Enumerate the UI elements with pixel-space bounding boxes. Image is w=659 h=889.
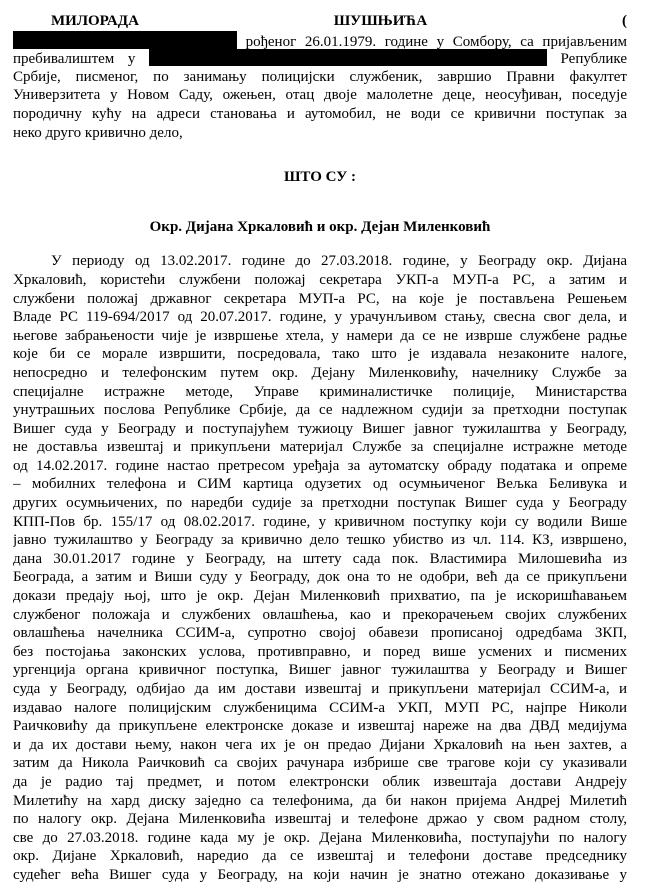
text-run: Универзитета у Новом Саду, ожењен, отац двоје малолетне деце, неосуђиван, поседује <box>13 87 627 104</box>
intro-line <box>13 105 627 124</box>
body-line: затим да Никола Раичковић са својих рачунара избрише све трагове који су указивали <box>13 755 627 772</box>
body-line: других осумњичених, по наредби судије за претходни поступак Вишег суда у Београду <box>13 495 627 512</box>
body-line: судећег већа Вишег суда у Београду, на који начин је знатно отежано доказивање у <box>13 866 627 883</box>
body-line: не доставља извештај и прикупљени материјал Службе за специјалне истражне методе <box>13 439 627 456</box>
redaction-box <box>13 31 237 49</box>
body-line: да је радио тај предмет, и потом електронски облик извештаја достави Андреју <box>13 773 627 790</box>
text-run: рођеног 26.01.1979. године у Сомбору, са пријављеним <box>237 33 627 50</box>
body-line: Милетићу на хард диску заједно са телефонима, да би након пријема Андреј Милетић <box>13 792 627 809</box>
body-line: по налогу окр. Дејана Миленковића извештај и телефоне држао у свом радном столу, <box>13 811 627 828</box>
body-line: Вишег суда у Београду и поступајућем тужиоцу Вишег јавног тужилаштва у Београду, <box>13 420 627 437</box>
body-line: специјалне истражне методе, Управе криминалистичке полиције, Министарства <box>13 383 627 400</box>
body-line: овлашћења начелника ССИМ-а, супротно својој обавези прописаној одредбама ЗКП, <box>13 625 627 642</box>
body-line: јавно тужилаштво у Београду за кривично дело тешко убиство из чл. 114. КЗ, извршено, <box>13 532 627 549</box>
body-line: од 14.02.2017. године настао претресом уређаја за аутоматску обраду података и опреме <box>13 457 627 474</box>
text-run: неко друго кривично дело, <box>13 124 183 141</box>
intro-line <box>13 31 627 50</box>
defendants-heading: Окр. Дијана Хркаловић и окр. Дејан Миленковић <box>149 218 491 235</box>
body-line: све до 27.03.2018. године када му је окр. Дејана Миленковића, поступајући по налогу <box>13 829 627 846</box>
redaction-box <box>149 49 547 66</box>
body-line: унутрашњих послова Републике Србије, да се надлежном судији за претходни поступак <box>13 402 627 419</box>
body-paragraph <box>13 252 627 884</box>
body-line: издавао налоге полицијским службеницима ССИМ-а УКП, МУП РС, најпре Николи <box>13 699 627 716</box>
body-line: службени положај државног секретара МУП-а РС, на које је постављена Решењем <box>13 290 627 307</box>
body-line: Раичковићу да прикупљене електронске доказе и извештај нареже на два ДВД медијума <box>13 718 627 735</box>
text-run: породичну кућу на адреси становања и аутомобил, не води се кривични поступак за <box>13 105 627 122</box>
body-line: и да их достави њему, након чега их је он предао Дијани Хркаловић на њен захтев, а <box>13 736 627 753</box>
intro-line <box>13 124 627 143</box>
intro-paragraph <box>13 12 627 142</box>
body-line: непосредно и телефонским путем окр. Дејану Миленковићу, начелнику Службе за <box>13 364 627 381</box>
body-line: без постојања законских услова, противправно, и поред више усмених и писмених <box>13 643 627 660</box>
body-line: докази предају њој, што је окр. Дејан Миленковић прихватио, па је искоришћавањем <box>13 588 627 605</box>
body-line: У периоду од 13.02.2017. године до 27.03.2018. године, у Београду окр. Дијана <box>51 253 627 270</box>
body-line: службеног положаја и службених овлашћења, као и прекорачењем својих службених <box>13 606 627 623</box>
intro-line <box>13 12 627 31</box>
body-line: суда у Београду, одбијао да им достави извештај и прикупљени материјал ССИМ-а, и <box>13 681 627 697</box>
body-line: које би се морале извршити, посредовала, тако што је издавала незаконите налоге, <box>13 346 627 363</box>
section-heading: ШТО СУ : <box>283 169 357 186</box>
body-line: – мобилних телефона и СИМ картица одузетих од осумњиченог Вељка Беливука и <box>13 476 627 493</box>
text-run: Републике <box>546 51 627 68</box>
intro-line <box>13 86 627 105</box>
body-line: КПП-Пов бр. 155/17 од 08.02.2017. године, у кривичном поступку који су водили Више <box>13 513 627 530</box>
text-run: Србије, писменог, по занимању полицијски службеник, завршио Правни факултет <box>13 68 627 85</box>
intro-line <box>13 49 627 68</box>
body-line: Београда, а затим и Виши суду у Београду, док она то не одобри, већ да се прикупљени <box>13 569 627 586</box>
intro-line <box>13 68 627 87</box>
body-line: његове забрањености чије је извршење хтела, у намери да се не изврше службене радње <box>13 327 627 344</box>
body-line: дана 30.01.2017 године у Београду, на штету сада пок. Властимира Милошевића из <box>13 550 627 567</box>
body-line: Владе РС 119-694/2017 од 20.07.2017. године, у урачунљивом стању, свесна свог дела, и <box>13 309 627 326</box>
defendant-name-text: МИЛОРАДА ШУШЊИЋА ( <box>51 13 627 29</box>
body-line: Хркаловић, користећи службени положај секретара УКП-а МУП-а РС, а затим и <box>13 271 627 288</box>
body-line: ургенција органа кривичног поступка, Вишег јавног тужилаштва у Београду и Вишег <box>13 662 627 679</box>
body-line: окр. Дијане Хркаловић, наредио да се извештај и телефони доставе председнику <box>13 848 627 865</box>
text-run: пребивалиштем у <box>13 51 149 68</box>
